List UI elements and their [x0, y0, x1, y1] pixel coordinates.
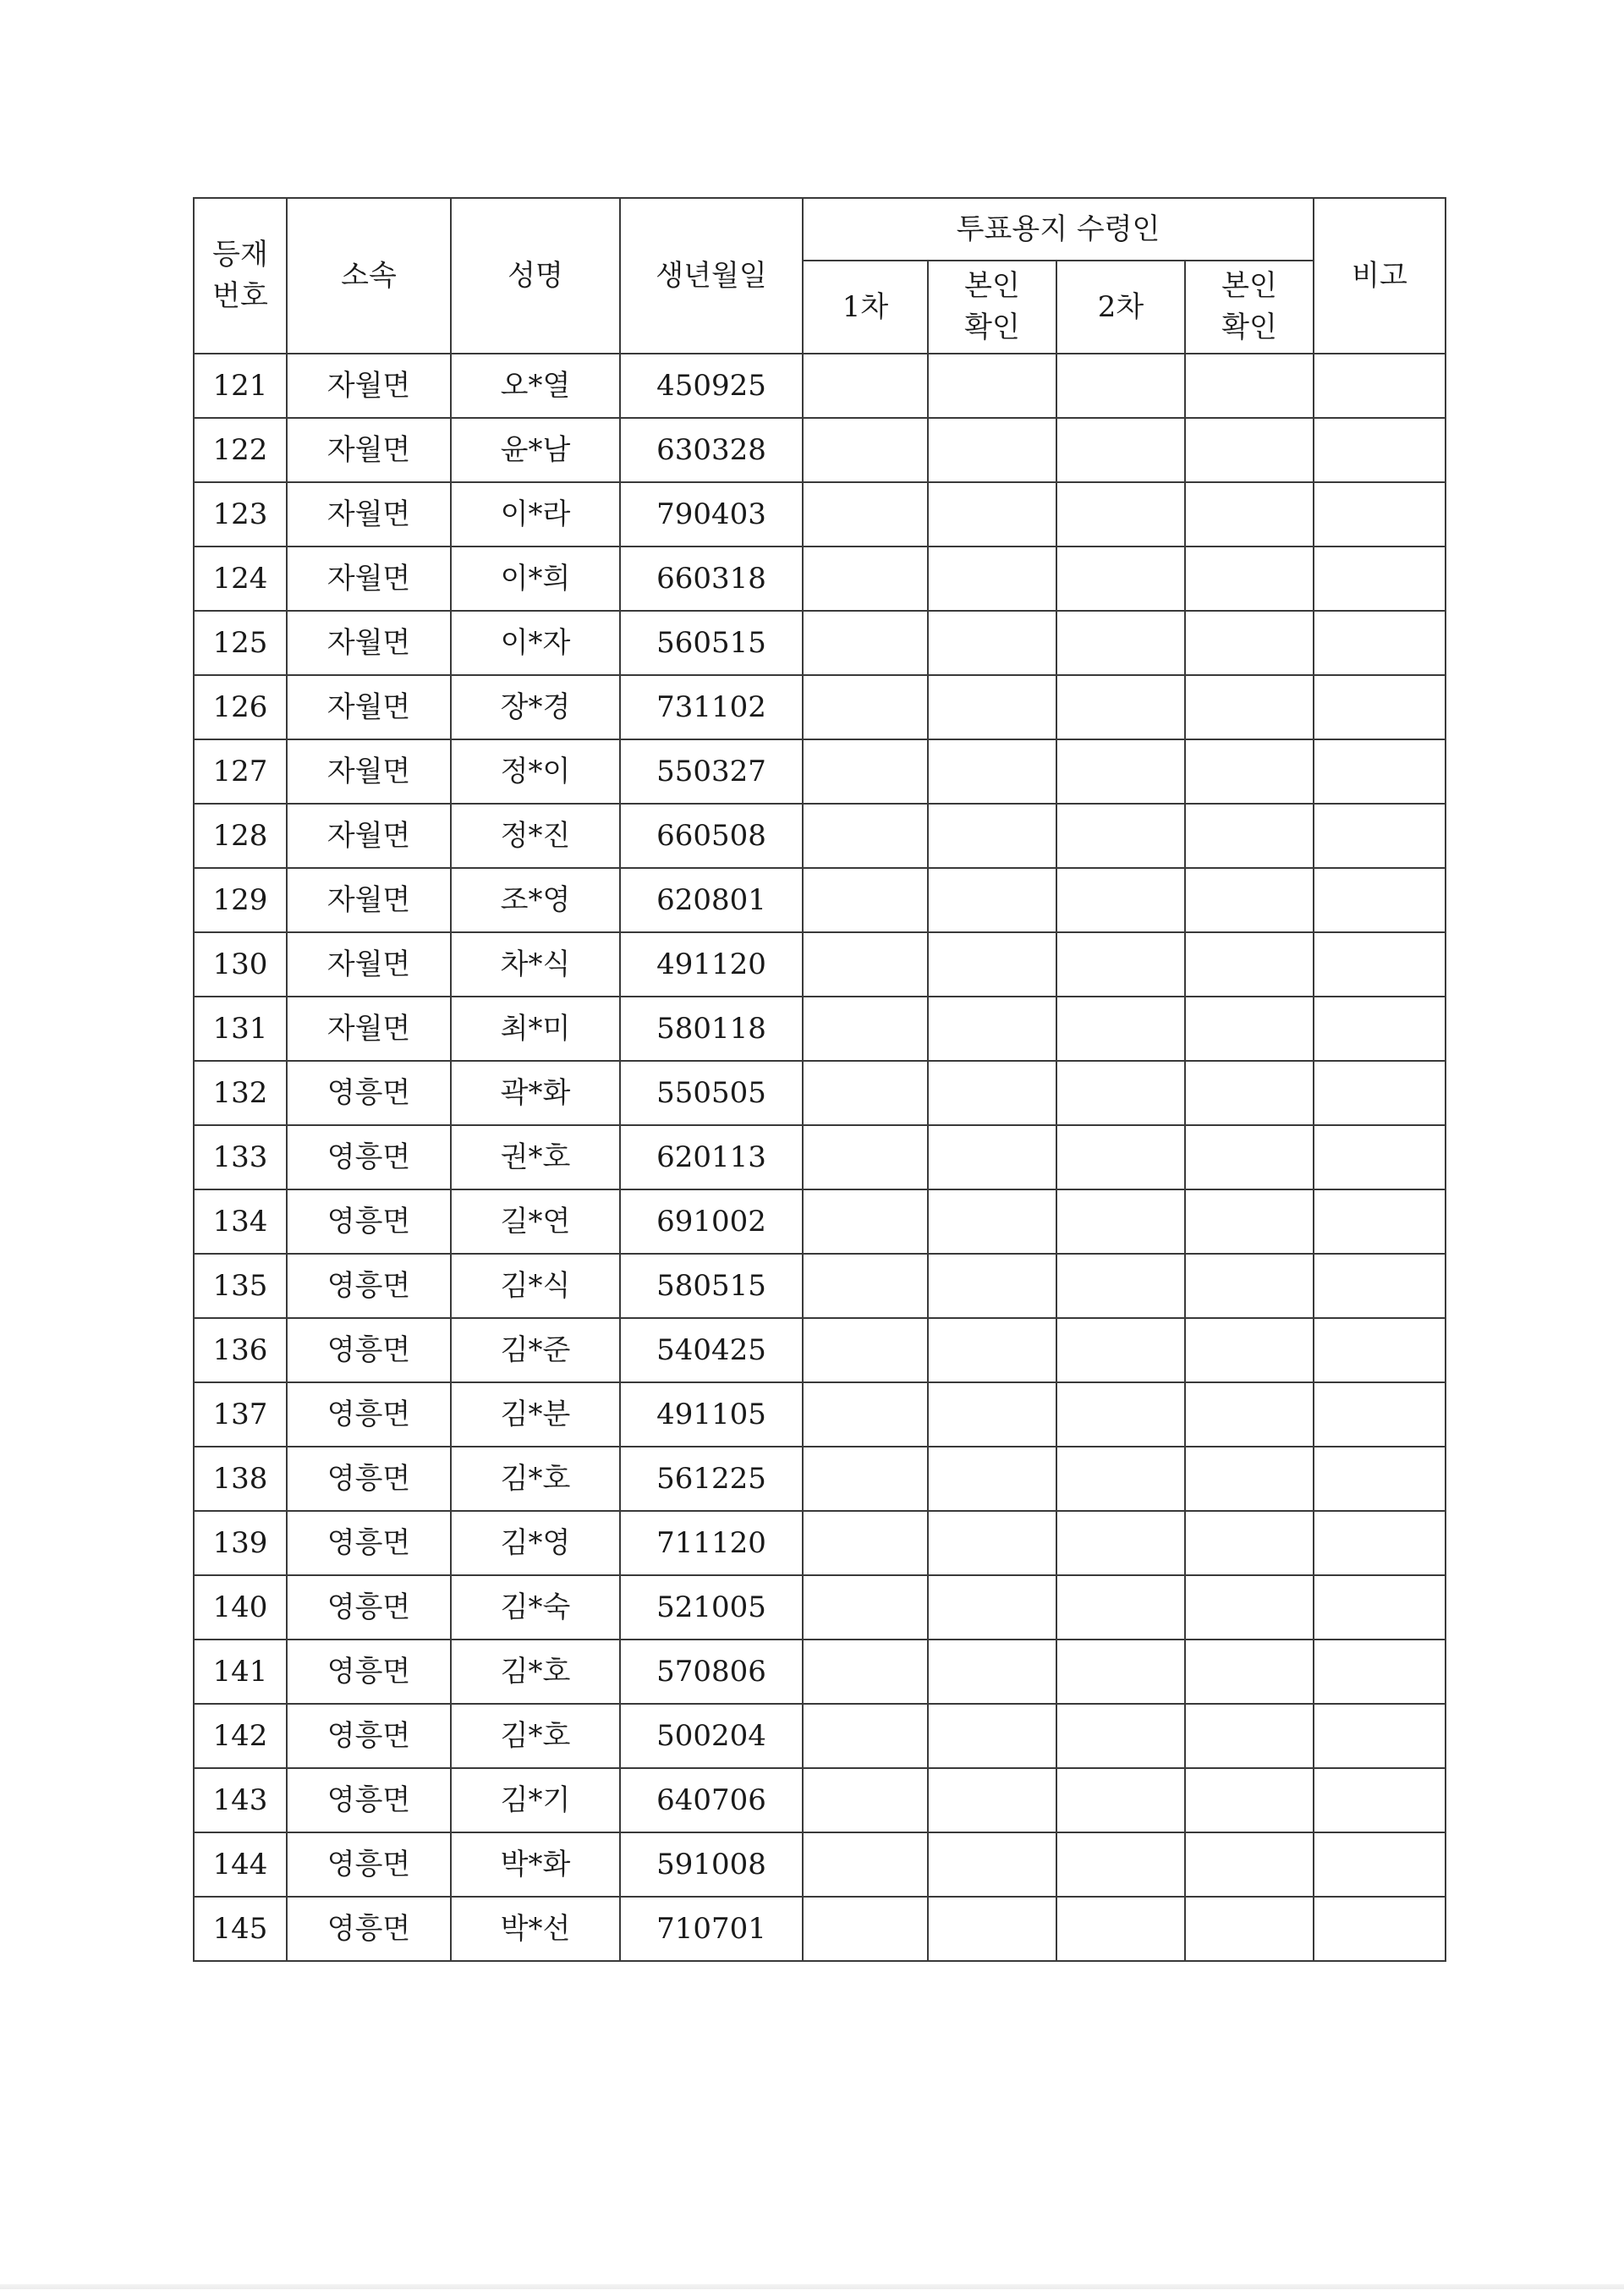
table-row	[194, 1189, 1446, 1254]
cell-round2	[1056, 675, 1185, 739]
cell-id-check1	[928, 611, 1056, 675]
cell-affiliation: 영흥면	[287, 1382, 451, 1447]
header-name: 성명	[451, 198, 620, 354]
cell-affiliation: 영흥면	[287, 1640, 451, 1704]
cell-affiliation: 영흥면	[287, 1061, 451, 1125]
cell-reg-no: 133	[194, 1125, 287, 1189]
table-row	[194, 804, 1446, 868]
header-id-check2-label: 본인 확인	[1221, 268, 1277, 344]
cell-reg-no: 134	[194, 1189, 287, 1254]
cell-remarks	[1314, 868, 1446, 932]
cell-round2	[1056, 1897, 1185, 1961]
cell-name: 이*자	[451, 611, 620, 675]
header-id-check1	[928, 261, 1056, 354]
cell-round2	[1056, 1318, 1185, 1382]
cell-affiliation: 영흥면	[287, 1318, 451, 1382]
cell-round1	[803, 418, 928, 482]
cell-id-check1	[928, 1254, 1056, 1318]
cell-id-check1	[928, 1318, 1056, 1382]
cell-id-check2	[1185, 1382, 1314, 1447]
cell-id-check1	[928, 418, 1056, 482]
cell-id-check1	[928, 1575, 1056, 1640]
cell-birthdate: 540425	[620, 1318, 803, 1382]
cell-id-check1	[928, 1640, 1056, 1704]
cell-birthdate: 570806	[620, 1640, 803, 1704]
cell-id-check2	[1185, 1318, 1314, 1382]
cell-round1	[803, 1318, 928, 1382]
cell-round1	[803, 1254, 928, 1318]
cell-round2	[1056, 1640, 1185, 1704]
cell-round2	[1056, 1768, 1185, 1832]
header-round2: 2차	[1056, 261, 1185, 354]
cell-reg-no: 140	[194, 1575, 287, 1640]
cell-round1	[803, 1704, 928, 1768]
cell-name: 김*영	[451, 1511, 620, 1575]
cell-birthdate: 660508	[620, 804, 803, 868]
table-row	[194, 482, 1446, 547]
cell-id-check2	[1185, 868, 1314, 932]
cell-id-check1	[928, 804, 1056, 868]
cell-reg-no: 129	[194, 868, 287, 932]
cell-round1	[803, 1575, 928, 1640]
table-row	[194, 418, 1446, 482]
cell-remarks	[1314, 1125, 1446, 1189]
cell-remarks	[1314, 1575, 1446, 1640]
cell-remarks	[1314, 1189, 1446, 1254]
header-birthdate: 생년월일	[620, 198, 803, 354]
cell-remarks	[1314, 1511, 1446, 1575]
cell-id-check1	[928, 1832, 1056, 1897]
cell-remarks	[1314, 1254, 1446, 1318]
cell-name: 이*라	[451, 482, 620, 547]
voter-register-table	[193, 197, 1446, 1962]
cell-id-check2	[1185, 739, 1314, 804]
cell-round2	[1056, 1704, 1185, 1768]
cell-affiliation: 영흥면	[287, 1254, 451, 1318]
cell-reg-no: 132	[194, 1061, 287, 1125]
cell-id-check2	[1185, 1768, 1314, 1832]
cell-id-check1	[928, 1704, 1056, 1768]
header-remarks: 비고	[1314, 198, 1446, 354]
cell-affiliation: 자월면	[287, 547, 451, 611]
cell-round2	[1056, 997, 1185, 1061]
cell-birthdate: 491105	[620, 1382, 803, 1447]
cell-affiliation: 영흥면	[287, 1447, 451, 1511]
cell-round2	[1056, 1511, 1185, 1575]
cell-round1	[803, 611, 928, 675]
cell-id-check2	[1185, 1832, 1314, 1897]
cell-affiliation: 자월면	[287, 482, 451, 547]
cell-id-check2	[1185, 1125, 1314, 1189]
cell-round1	[803, 354, 928, 418]
cell-round1	[803, 1382, 928, 1447]
cell-round1	[803, 804, 928, 868]
table-header	[194, 198, 1446, 354]
cell-remarks	[1314, 418, 1446, 482]
cell-round2	[1056, 1447, 1185, 1511]
cell-round2	[1056, 1125, 1185, 1189]
cell-round1	[803, 675, 928, 739]
table-row	[194, 1254, 1446, 1318]
table-row	[194, 675, 1446, 739]
table-row	[194, 997, 1446, 1061]
cell-birthdate: 710701	[620, 1897, 803, 1961]
cell-id-check1	[928, 868, 1056, 932]
cell-reg-no: 122	[194, 418, 287, 482]
cell-id-check1	[928, 1768, 1056, 1832]
table-row	[194, 1897, 1446, 1961]
cell-reg-no: 135	[194, 1254, 287, 1318]
cell-reg-no: 121	[194, 354, 287, 418]
cell-name: 김*기	[451, 1768, 620, 1832]
cell-name: 정*이	[451, 739, 620, 804]
cell-id-check2	[1185, 1061, 1314, 1125]
cell-id-check2	[1185, 804, 1314, 868]
table-row	[194, 1061, 1446, 1125]
cell-reg-no: 127	[194, 739, 287, 804]
cell-round1	[803, 1189, 928, 1254]
cell-round2	[1056, 1189, 1185, 1254]
cell-name: 길*연	[451, 1189, 620, 1254]
cell-reg-no: 123	[194, 482, 287, 547]
cell-affiliation: 영흥면	[287, 1125, 451, 1189]
cell-birthdate: 591008	[620, 1832, 803, 1897]
cell-id-check2	[1185, 354, 1314, 418]
table-row	[194, 611, 1446, 675]
cell-birthdate: 711120	[620, 1511, 803, 1575]
cell-round2	[1056, 868, 1185, 932]
cell-birthdate: 521005	[620, 1575, 803, 1640]
cell-remarks	[1314, 547, 1446, 611]
cell-affiliation: 영흥면	[287, 1832, 451, 1897]
cell-round2	[1056, 932, 1185, 997]
cell-reg-no: 145	[194, 1897, 287, 1961]
cell-id-check1	[928, 482, 1056, 547]
table-row	[194, 1832, 1446, 1897]
cell-id-check2	[1185, 1575, 1314, 1640]
cell-affiliation: 자월면	[287, 932, 451, 997]
cell-remarks	[1314, 1832, 1446, 1897]
cell-round1	[803, 1768, 928, 1832]
header-reg-no	[194, 198, 287, 354]
cell-birthdate: 620113	[620, 1125, 803, 1189]
table-row	[194, 1125, 1446, 1189]
table-row	[194, 739, 1446, 804]
table-row	[194, 1318, 1446, 1382]
table-row	[194, 1447, 1446, 1511]
table-row	[194, 547, 1446, 611]
cell-round1	[803, 739, 928, 804]
cell-remarks	[1314, 1640, 1446, 1704]
header-affiliation: 소속	[287, 198, 451, 354]
cell-reg-no: 136	[194, 1318, 287, 1382]
cell-remarks	[1314, 1061, 1446, 1125]
cell-remarks	[1314, 1382, 1446, 1447]
cell-round2	[1056, 804, 1185, 868]
table-row	[194, 1768, 1446, 1832]
cell-birthdate: 491120	[620, 932, 803, 997]
cell-affiliation: 영흥면	[287, 1897, 451, 1961]
cell-affiliation: 영흥면	[287, 1768, 451, 1832]
cell-reg-no: 131	[194, 997, 287, 1061]
cell-round2	[1056, 1575, 1185, 1640]
cell-round1	[803, 482, 928, 547]
cell-birthdate: 620801	[620, 868, 803, 932]
cell-birthdate: 500204	[620, 1704, 803, 1768]
cell-remarks	[1314, 739, 1446, 804]
header-round1: 1차	[803, 261, 928, 354]
cell-id-check2	[1185, 997, 1314, 1061]
cell-round2	[1056, 739, 1185, 804]
cell-affiliation: 자월면	[287, 675, 451, 739]
cell-round2	[1056, 547, 1185, 611]
table-row	[194, 1704, 1446, 1768]
cell-remarks	[1314, 997, 1446, 1061]
cell-remarks	[1314, 1318, 1446, 1382]
cell-remarks	[1314, 932, 1446, 997]
table-row	[194, 1511, 1446, 1575]
cell-name: 곽*화	[451, 1061, 620, 1125]
cell-remarks	[1314, 1897, 1446, 1961]
cell-round1	[803, 1511, 928, 1575]
cell-affiliation: 자월면	[287, 611, 451, 675]
table-row	[194, 1575, 1446, 1640]
table-row	[194, 1382, 1446, 1447]
cell-reg-no: 138	[194, 1447, 287, 1511]
cell-id-check1	[928, 1382, 1056, 1447]
cell-affiliation: 자월면	[287, 354, 451, 418]
cell-id-check1	[928, 739, 1056, 804]
cell-id-check2	[1185, 1640, 1314, 1704]
cell-affiliation: 자월면	[287, 804, 451, 868]
cell-name: 오*열	[451, 354, 620, 418]
table-row	[194, 868, 1446, 932]
cell-id-check2	[1185, 482, 1314, 547]
cell-birthdate: 580515	[620, 1254, 803, 1318]
cell-reg-no: 130	[194, 932, 287, 997]
cell-name: 김*식	[451, 1254, 620, 1318]
cell-affiliation: 영흥면	[287, 1189, 451, 1254]
cell-name: 차*식	[451, 932, 620, 997]
table-row	[194, 932, 1446, 997]
cell-name: 이*희	[451, 547, 620, 611]
cell-round2	[1056, 1382, 1185, 1447]
cell-round1	[803, 997, 928, 1061]
cell-affiliation: 자월면	[287, 739, 451, 804]
cell-reg-no: 124	[194, 547, 287, 611]
header-ballot-receiver: 투표용지 수령인	[803, 198, 1314, 261]
voter-register-sheet	[193, 197, 1445, 1962]
cell-name: 정*진	[451, 804, 620, 868]
cell-name: 박*화	[451, 1832, 620, 1897]
cell-reg-no: 139	[194, 1511, 287, 1575]
cell-id-check2	[1185, 418, 1314, 482]
cell-name: 윤*남	[451, 418, 620, 482]
cell-id-check2	[1185, 675, 1314, 739]
cell-affiliation: 영흥면	[287, 1575, 451, 1640]
cell-reg-no: 144	[194, 1832, 287, 1897]
cell-id-check1	[928, 547, 1056, 611]
cell-remarks	[1314, 354, 1446, 418]
cell-name: 김*준	[451, 1318, 620, 1382]
cell-round2	[1056, 611, 1185, 675]
cell-reg-no: 143	[194, 1768, 287, 1832]
cell-birthdate: 450925	[620, 354, 803, 418]
cell-id-check2	[1185, 547, 1314, 611]
cell-id-check1	[928, 997, 1056, 1061]
cell-birthdate: 731102	[620, 675, 803, 739]
cell-affiliation: 영흥면	[287, 1704, 451, 1768]
cell-round1	[803, 868, 928, 932]
cell-round1	[803, 1640, 928, 1704]
cell-round2	[1056, 482, 1185, 547]
table-body	[194, 354, 1446, 1961]
cell-birthdate: 550505	[620, 1061, 803, 1125]
cell-round1	[803, 1832, 928, 1897]
cell-id-check1	[928, 1125, 1056, 1189]
cell-id-check1	[928, 932, 1056, 997]
cell-name: 조*영	[451, 868, 620, 932]
cell-birthdate: 550327	[620, 739, 803, 804]
cell-remarks	[1314, 1704, 1446, 1768]
cell-remarks	[1314, 1447, 1446, 1511]
cell-id-check1	[928, 354, 1056, 418]
cell-id-check1	[928, 675, 1056, 739]
cell-remarks	[1314, 804, 1446, 868]
cell-name: 권*호	[451, 1125, 620, 1189]
cell-reg-no: 125	[194, 611, 287, 675]
cell-id-check2	[1185, 1897, 1314, 1961]
cell-remarks	[1314, 675, 1446, 739]
cell-round2	[1056, 354, 1185, 418]
cell-round1	[803, 1061, 928, 1125]
header-reg-no-label: 등재 번호	[212, 237, 268, 313]
cell-affiliation: 자월면	[287, 418, 451, 482]
cell-round1	[803, 1447, 928, 1511]
cell-round2	[1056, 418, 1185, 482]
cell-name: 장*경	[451, 675, 620, 739]
table-row	[194, 1640, 1446, 1704]
cell-id-check2	[1185, 1254, 1314, 1318]
cell-round1	[803, 1897, 928, 1961]
cell-birthdate: 630328	[620, 418, 803, 482]
header-id-check2	[1185, 261, 1314, 354]
cell-round2	[1056, 1061, 1185, 1125]
cell-id-check1	[928, 1897, 1056, 1961]
cell-birthdate: 790403	[620, 482, 803, 547]
cell-id-check2	[1185, 611, 1314, 675]
cell-remarks	[1314, 1768, 1446, 1832]
cell-affiliation: 자월면	[287, 997, 451, 1061]
cell-remarks	[1314, 482, 1446, 547]
cell-id-check2	[1185, 932, 1314, 997]
cell-id-check2	[1185, 1511, 1314, 1575]
header-id-check1-label: 본인 확인	[964, 268, 1020, 344]
cell-reg-no: 137	[194, 1382, 287, 1447]
cell-name: 김*숙	[451, 1575, 620, 1640]
cell-birthdate: 580118	[620, 997, 803, 1061]
cell-remarks	[1314, 611, 1446, 675]
cell-name: 최*미	[451, 997, 620, 1061]
cell-reg-no: 126	[194, 675, 287, 739]
cell-name: 김*호	[451, 1447, 620, 1511]
cell-round1	[803, 932, 928, 997]
table-row	[194, 354, 1446, 418]
cell-birthdate: 561225	[620, 1447, 803, 1511]
cell-birthdate: 640706	[620, 1768, 803, 1832]
cell-reg-no: 141	[194, 1640, 287, 1704]
cell-id-check1	[928, 1189, 1056, 1254]
cell-affiliation: 영흥면	[287, 1511, 451, 1575]
cell-round1	[803, 1125, 928, 1189]
cell-round1	[803, 547, 928, 611]
cell-id-check1	[928, 1447, 1056, 1511]
cell-id-check2	[1185, 1704, 1314, 1768]
cell-birthdate: 691002	[620, 1189, 803, 1254]
cell-round2	[1056, 1832, 1185, 1897]
cell-id-check1	[928, 1511, 1056, 1575]
cell-affiliation: 자월면	[287, 868, 451, 932]
cell-id-check2	[1185, 1189, 1314, 1254]
cell-id-check2	[1185, 1447, 1314, 1511]
cell-birthdate: 660318	[620, 547, 803, 611]
cell-reg-no: 128	[194, 804, 287, 868]
cell-reg-no: 142	[194, 1704, 287, 1768]
scan-edge	[0, 2284, 1624, 2289]
cell-birthdate: 560515	[620, 611, 803, 675]
cell-id-check1	[928, 1061, 1056, 1125]
cell-name: 김*호	[451, 1640, 620, 1704]
cell-name: 김*호	[451, 1704, 620, 1768]
cell-name: 박*선	[451, 1897, 620, 1961]
cell-round2	[1056, 1254, 1185, 1318]
cell-name: 김*분	[451, 1382, 620, 1447]
